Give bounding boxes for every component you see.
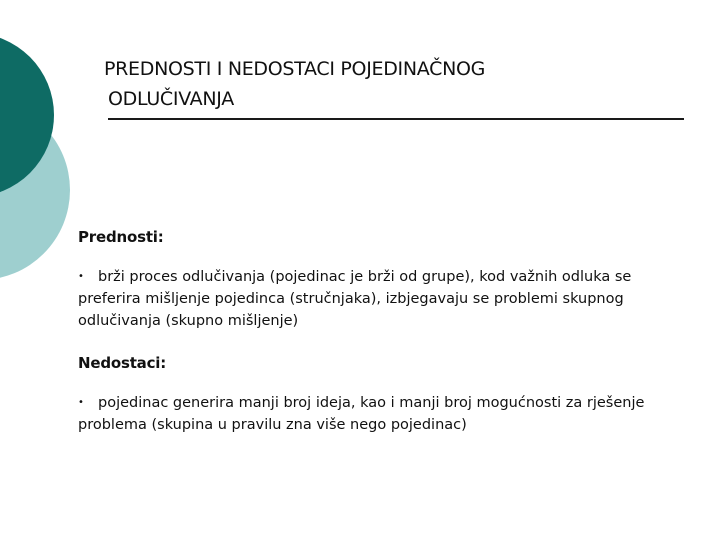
disadvantages-heading: Nedostaci: [78,354,167,372]
slide-title [104,54,684,114]
bullet-icon: • [78,271,84,282]
advantages-heading: Prednosti: [78,228,164,246]
advantages-text: brži proces odlučivanja (pojedinac je brži od grupe), kod važnih odluka se preferira mišljenje pojedinca (stručnjaka), izbjegavaju se problemi skupnog odlučivanja (skupno mišljenje) [78,269,632,329]
bullet-icon: • [78,397,84,408]
title-underline [108,118,684,120]
disadvantages-text: pojedinac generira manji broj ideja, kao i manji broj mogućnosti za rješenje problema (skupina u pravilu zna više nego pojedinac) [78,395,645,433]
title-line-1: PREDNOSTI I NEDOSTACI POJEDINAČNOG [104,58,486,80]
disadvantages-item [78,392,678,436]
title-line-2: ODLUČIVANJA [108,88,234,110]
slide-body [78,226,678,436]
advantages-item [78,266,678,332]
